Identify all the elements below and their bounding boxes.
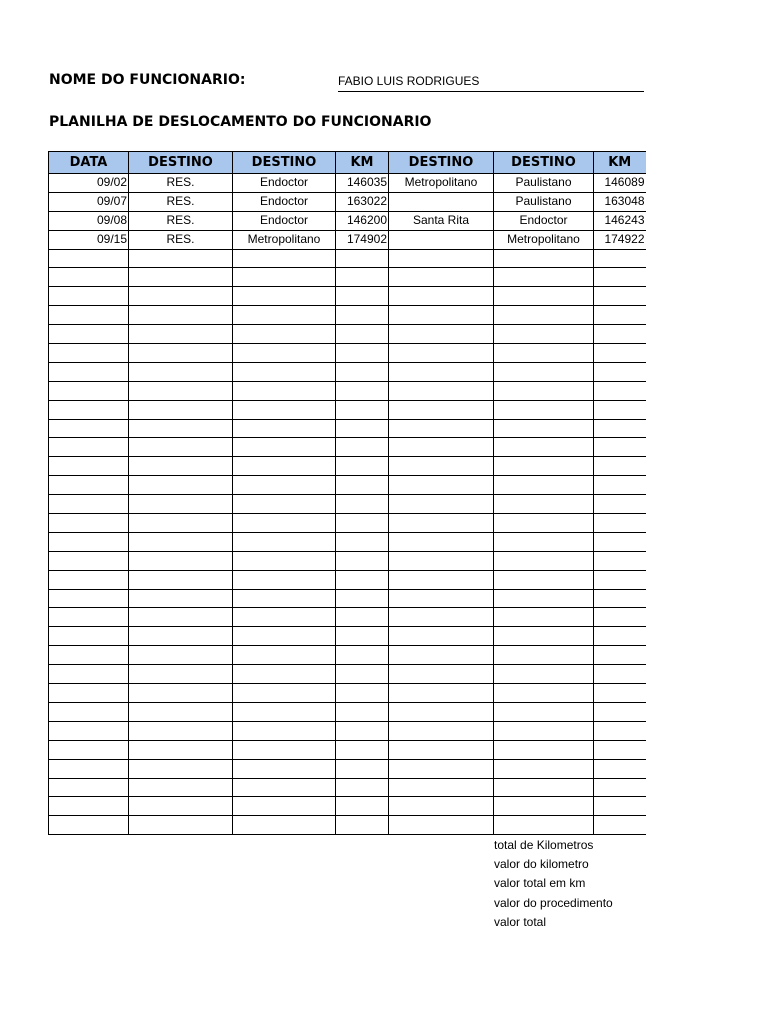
origin-cell[interactable] [129, 306, 233, 325]
table-row [49, 306, 646, 325]
table-row [49, 495, 646, 514]
destination-cell[interactable] [233, 381, 336, 400]
date-cell[interactable] [49, 702, 129, 721]
return-km-cell[interactable] [594, 551, 646, 570]
table-row [49, 721, 646, 740]
return-stop-cell[interactable] [389, 816, 494, 835]
km-cell[interactable] [336, 419, 389, 438]
return-km-cell[interactable] [594, 778, 646, 797]
km-cell[interactable] [336, 268, 389, 287]
date-cell[interactable] [49, 419, 129, 438]
destination-cell[interactable]: Endoctor [233, 192, 336, 211]
table-row [49, 589, 646, 608]
table-row [49, 174, 646, 193]
origin-cell[interactable] [129, 608, 233, 627]
km-cell[interactable]: 146035 [336, 174, 389, 193]
return-km-cell[interactable] [594, 306, 646, 325]
date-cell[interactable] [49, 721, 129, 740]
return-destination-cell[interactable] [494, 457, 594, 476]
km-value-label: valor do kilometro [494, 857, 589, 872]
return-destination-cell[interactable] [494, 249, 594, 268]
destination-cell[interactable] [233, 702, 336, 721]
table-row [49, 684, 646, 703]
return-stop-cell[interactable] [389, 495, 494, 514]
return-km-cell[interactable] [594, 476, 646, 495]
origin-cell[interactable] [129, 287, 233, 306]
km-cell[interactable] [336, 438, 389, 457]
date-cell[interactable] [49, 249, 129, 268]
km-cell[interactable] [336, 589, 389, 608]
km-cell[interactable] [336, 702, 389, 721]
destination-cell[interactable] [233, 551, 336, 570]
return-destination-cell[interactable]: Paulistano [494, 192, 594, 211]
return-km-cell[interactable] [594, 381, 646, 400]
origin-cell[interactable] [129, 532, 233, 551]
return-destination-cell[interactable] [494, 589, 594, 608]
return-stop-cell[interactable] [389, 400, 494, 419]
return-km-cell[interactable] [594, 721, 646, 740]
destination-cell[interactable] [233, 608, 336, 627]
return-km-cell[interactable] [594, 532, 646, 551]
km-cell[interactable] [336, 778, 389, 797]
destination-cell[interactable] [233, 476, 336, 495]
origin-cell[interactable]: RES. [129, 192, 233, 211]
origin-cell[interactable] [129, 476, 233, 495]
travel-log-table [48, 151, 646, 835]
origin-cell[interactable] [129, 344, 233, 363]
return-destination-cell[interactable]: Paulistano [494, 174, 594, 193]
return-destination-cell[interactable] [494, 816, 594, 835]
km-cell[interactable] [336, 400, 389, 419]
table-row [49, 268, 646, 287]
return-stop-cell[interactable] [389, 419, 494, 438]
origin-cell[interactable] [129, 665, 233, 684]
date-cell[interactable] [49, 381, 129, 400]
return-km-cell[interactable] [594, 702, 646, 721]
km-cell[interactable] [336, 381, 389, 400]
destination-cell[interactable] [233, 740, 336, 759]
date-cell[interactable] [49, 759, 129, 778]
return-stop-cell[interactable] [389, 702, 494, 721]
date-cell[interactable] [49, 476, 129, 495]
return-stop-cell[interactable] [389, 268, 494, 287]
date-cell[interactable]: 09/02 [49, 174, 129, 193]
destination-cell[interactable] [233, 589, 336, 608]
return-km-cell[interactable]: 146089 [594, 174, 646, 193]
destination-cell[interactable] [233, 646, 336, 665]
table-row [49, 344, 646, 363]
origin-cell[interactable] [129, 457, 233, 476]
return-stop-cell[interactable] [389, 306, 494, 325]
destination-cell[interactable] [233, 362, 336, 381]
procedure-value-label: valor do procedimento [494, 895, 613, 910]
km-cell[interactable]: 163022 [336, 192, 389, 211]
km-cell[interactable] [336, 532, 389, 551]
total-km-label: total de Kilometros [494, 838, 594, 852]
destination-cell[interactable] [233, 400, 336, 419]
return-destination-cell[interactable] [494, 381, 594, 400]
km-cell[interactable] [336, 570, 389, 589]
return-destination-cell[interactable] [494, 551, 594, 570]
return-destination-cell[interactable] [494, 721, 594, 740]
origin-cell[interactable] [129, 570, 233, 589]
return-stop-cell[interactable] [389, 646, 494, 665]
destination-cell[interactable] [233, 797, 336, 816]
km-cell[interactable] [336, 476, 389, 495]
return-destination-cell[interactable] [494, 608, 594, 627]
origin-cell[interactable] [129, 438, 233, 457]
column-header-destino-2: DESTINO [233, 152, 336, 174]
column-header-km-2: KM [594, 152, 646, 174]
date-cell[interactable] [49, 532, 129, 551]
origin-cell[interactable] [129, 400, 233, 419]
return-stop-cell[interactable] [389, 362, 494, 381]
column-header-km-1: KM [336, 152, 389, 174]
return-destination-cell[interactable] [494, 797, 594, 816]
table-row [49, 249, 646, 268]
return-km-cell[interactable] [594, 684, 646, 703]
return-stop-cell[interactable] [389, 665, 494, 684]
destination-cell[interactable]: Endoctor [233, 174, 336, 193]
origin-cell[interactable] [129, 249, 233, 268]
table-row [49, 476, 646, 495]
date-cell[interactable] [49, 665, 129, 684]
return-destination-cell[interactable] [494, 759, 594, 778]
return-stop-cell[interactable] [389, 230, 494, 249]
table-row [49, 816, 646, 835]
km-cell[interactable]: 174902 [336, 230, 389, 249]
date-cell[interactable] [49, 778, 129, 797]
return-stop-cell[interactable] [389, 438, 494, 457]
date-cell[interactable]: 09/07 [49, 192, 129, 211]
table-row [49, 419, 646, 438]
origin-cell[interactable] [129, 778, 233, 797]
date-cell[interactable] [49, 627, 129, 646]
table-row [49, 570, 646, 589]
date-cell[interactable] [49, 797, 129, 816]
origin-cell[interactable]: RES. [129, 230, 233, 249]
return-destination-cell[interactable] [494, 362, 594, 381]
km-cell[interactable]: 146200 [336, 211, 389, 230]
return-stop-cell[interactable] [389, 532, 494, 551]
column-header-data: DATA [49, 152, 129, 174]
date-cell[interactable] [49, 551, 129, 570]
km-cell[interactable] [336, 457, 389, 476]
origin-cell[interactable] [129, 381, 233, 400]
origin-cell[interactable] [129, 514, 233, 533]
origin-cell[interactable] [129, 419, 233, 438]
return-destination-cell[interactable] [494, 438, 594, 457]
table-row [49, 325, 646, 344]
return-km-cell[interactable] [594, 344, 646, 363]
return-km-cell[interactable] [594, 797, 646, 816]
km-cell[interactable] [336, 249, 389, 268]
return-km-cell[interactable] [594, 249, 646, 268]
km-cell[interactable] [336, 721, 389, 740]
origin-cell[interactable]: RES. [129, 174, 233, 193]
destination-cell[interactable] [233, 249, 336, 268]
return-km-cell[interactable] [594, 438, 646, 457]
table-row [49, 702, 646, 721]
return-destination-cell[interactable] [494, 514, 594, 533]
return-stop-cell[interactable]: Metropolitano [389, 174, 494, 193]
date-cell[interactable] [49, 495, 129, 514]
origin-cell[interactable] [129, 816, 233, 835]
return-destination-cell[interactable] [494, 570, 594, 589]
origin-cell[interactable] [129, 325, 233, 344]
destination-cell[interactable] [233, 532, 336, 551]
return-destination-cell[interactable] [494, 740, 594, 759]
table-row [49, 457, 646, 476]
table-row [49, 211, 646, 230]
return-km-cell[interactable] [594, 570, 646, 589]
return-km-cell[interactable]: 163048 [594, 192, 646, 211]
origin-cell[interactable] [129, 551, 233, 570]
destination-cell[interactable] [233, 721, 336, 740]
origin-cell[interactable] [129, 797, 233, 816]
return-stop-cell[interactable] [389, 778, 494, 797]
km-cell[interactable] [336, 514, 389, 533]
date-cell[interactable] [49, 514, 129, 533]
table-row [49, 646, 646, 665]
sheet-title: PLANILHA DE DESLOCAMENTO DO FUNCIONARIO [49, 114, 432, 130]
column-header-destino-3: DESTINO [389, 152, 494, 174]
table-row [49, 797, 646, 816]
destination-cell[interactable] [233, 419, 336, 438]
return-stop-cell[interactable] [389, 325, 494, 344]
return-stop-cell[interactable] [389, 627, 494, 646]
table-row [49, 551, 646, 570]
table-row [49, 287, 646, 306]
origin-cell[interactable] [129, 684, 233, 703]
return-km-cell[interactable] [594, 268, 646, 287]
origin-cell[interactable] [129, 495, 233, 514]
return-km-cell[interactable] [594, 608, 646, 627]
return-stop-cell[interactable] [389, 570, 494, 589]
return-km-cell[interactable] [594, 362, 646, 381]
table-row [49, 514, 646, 533]
km-cell[interactable] [336, 627, 389, 646]
return-stop-cell[interactable] [389, 797, 494, 816]
table-row [49, 759, 646, 778]
destination-cell[interactable] [233, 816, 336, 835]
return-destination-cell[interactable] [494, 684, 594, 703]
table-row [49, 400, 646, 419]
date-cell[interactable] [49, 362, 129, 381]
origin-cell[interactable] [129, 627, 233, 646]
date-cell[interactable] [49, 684, 129, 703]
return-stop-cell[interactable] [389, 249, 494, 268]
return-km-cell[interactable] [594, 627, 646, 646]
km-cell[interactable] [336, 797, 389, 816]
return-destination-cell[interactable] [494, 287, 594, 306]
return-stop-cell[interactable] [389, 759, 494, 778]
km-cell[interactable] [336, 816, 389, 835]
return-destination-cell[interactable]: Metropolitano [494, 230, 594, 249]
return-km-cell[interactable] [594, 514, 646, 533]
return-km-cell[interactable] [594, 400, 646, 419]
date-cell[interactable]: 09/15 [49, 230, 129, 249]
date-cell[interactable] [49, 740, 129, 759]
km-cell[interactable] [336, 759, 389, 778]
return-destination-cell[interactable] [494, 702, 594, 721]
table-row [49, 665, 646, 684]
return-stop-cell[interactable] [389, 514, 494, 533]
km-cell[interactable] [336, 665, 389, 684]
date-cell[interactable] [49, 325, 129, 344]
table-row [49, 381, 646, 400]
km-cell[interactable] [336, 551, 389, 570]
km-cell[interactable] [336, 608, 389, 627]
destination-cell[interactable] [233, 778, 336, 797]
return-destination-cell[interactable]: Endoctor [494, 211, 594, 230]
km-cell[interactable] [336, 325, 389, 344]
return-destination-cell[interactable] [494, 646, 594, 665]
return-stop-cell[interactable] [389, 287, 494, 306]
destination-cell[interactable]: Endoctor [233, 211, 336, 230]
km-cell[interactable] [336, 684, 389, 703]
destination-cell[interactable] [233, 514, 336, 533]
table-row [49, 627, 646, 646]
return-stop-cell[interactable] [389, 740, 494, 759]
return-stop-cell[interactable] [389, 344, 494, 363]
return-destination-cell[interactable] [494, 665, 594, 684]
return-destination-cell[interactable] [494, 268, 594, 287]
origin-cell[interactable] [129, 721, 233, 740]
return-km-cell[interactable] [594, 646, 646, 665]
destination-cell[interactable] [233, 457, 336, 476]
return-km-cell[interactable] [594, 759, 646, 778]
column-header-destino-1: DESTINO [129, 152, 233, 174]
date-cell[interactable] [49, 287, 129, 306]
table-header-row [49, 152, 646, 174]
return-km-cell[interactable]: 146243 [594, 211, 646, 230]
destination-cell[interactable] [233, 570, 336, 589]
return-km-cell[interactable] [594, 495, 646, 514]
destination-cell[interactable] [233, 665, 336, 684]
origin-cell[interactable] [129, 759, 233, 778]
return-km-cell[interactable]: 174922 [594, 230, 646, 249]
date-cell[interactable] [49, 306, 129, 325]
date-cell[interactable] [49, 400, 129, 419]
return-destination-cell[interactable] [494, 495, 594, 514]
origin-cell[interactable] [129, 268, 233, 287]
table-row [49, 778, 646, 797]
destination-cell[interactable] [233, 325, 336, 344]
table-row [49, 362, 646, 381]
km-cell[interactable] [336, 362, 389, 381]
destination-cell[interactable]: Metropolitano [233, 230, 336, 249]
table-row [49, 192, 646, 211]
employee-name-label: NOME DO FUNCIONARIO: [49, 72, 246, 88]
return-km-cell[interactable] [594, 740, 646, 759]
km-cell[interactable] [336, 495, 389, 514]
date-cell[interactable] [49, 646, 129, 665]
return-stop-cell[interactable] [389, 589, 494, 608]
return-stop-cell[interactable] [389, 684, 494, 703]
return-stop-cell[interactable] [389, 381, 494, 400]
origin-cell[interactable]: RES. [129, 211, 233, 230]
return-stop-cell[interactable] [389, 551, 494, 570]
destination-cell[interactable] [233, 495, 336, 514]
return-stop-cell[interactable]: Santa Rita [389, 211, 494, 230]
km-cell[interactable] [336, 287, 389, 306]
return-destination-cell[interactable] [494, 627, 594, 646]
return-stop-cell[interactable] [389, 457, 494, 476]
table-row [49, 438, 646, 457]
column-header-destino-4: DESTINO [494, 152, 594, 174]
return-destination-cell[interactable] [494, 400, 594, 419]
grand-total-label: valor total [494, 914, 547, 929]
destination-cell[interactable] [233, 627, 336, 646]
date-cell[interactable] [49, 608, 129, 627]
date-cell[interactable]: 09/08 [49, 211, 129, 230]
date-cell[interactable] [49, 344, 129, 363]
return-km-cell[interactable] [594, 325, 646, 344]
destination-cell[interactable] [233, 268, 336, 287]
origin-cell[interactable] [129, 740, 233, 759]
destination-cell[interactable] [233, 759, 336, 778]
km-cell[interactable] [336, 306, 389, 325]
km-cell[interactable] [336, 740, 389, 759]
return-destination-cell[interactable] [494, 476, 594, 495]
destination-cell[interactable] [233, 306, 336, 325]
date-cell[interactable] [49, 589, 129, 608]
return-destination-cell[interactable] [494, 532, 594, 551]
return-stop-cell[interactable] [389, 476, 494, 495]
return-stop-cell[interactable] [389, 721, 494, 740]
origin-cell[interactable] [129, 362, 233, 381]
date-cell[interactable] [49, 438, 129, 457]
date-cell[interactable] [49, 816, 129, 835]
origin-cell[interactable] [129, 589, 233, 608]
return-destination-cell[interactable] [494, 419, 594, 438]
destination-cell[interactable] [233, 438, 336, 457]
total-km-value-label: valor total em km [494, 876, 586, 891]
origin-cell[interactable] [129, 646, 233, 665]
return-destination-cell[interactable] [494, 306, 594, 325]
totals-block [494, 836, 613, 932]
date-cell[interactable] [49, 268, 129, 287]
return-km-cell[interactable] [594, 287, 646, 306]
km-cell[interactable] [336, 344, 389, 363]
table-row [49, 230, 646, 249]
km-cell[interactable] [336, 646, 389, 665]
table-row [49, 608, 646, 627]
destination-cell[interactable] [233, 684, 336, 703]
return-km-cell[interactable] [594, 589, 646, 608]
table-body [49, 174, 646, 835]
return-km-cell[interactable] [594, 665, 646, 684]
destination-cell[interactable] [233, 287, 336, 306]
return-stop-cell[interactable] [389, 608, 494, 627]
employee-name-field[interactable]: FABIO LUIS RODRIGUES [338, 74, 644, 92]
destination-cell[interactable] [233, 344, 336, 363]
return-km-cell[interactable] [594, 457, 646, 476]
date-cell[interactable] [49, 457, 129, 476]
table-row [49, 740, 646, 759]
return-km-cell[interactable] [594, 419, 646, 438]
return-stop-cell[interactable] [389, 192, 494, 211]
table-row [49, 532, 646, 551]
origin-cell[interactable] [129, 702, 233, 721]
return-destination-cell[interactable] [494, 325, 594, 344]
return-destination-cell[interactable] [494, 344, 594, 363]
date-cell[interactable] [49, 570, 129, 589]
return-km-cell[interactable] [594, 816, 646, 835]
return-destination-cell[interactable] [494, 778, 594, 797]
